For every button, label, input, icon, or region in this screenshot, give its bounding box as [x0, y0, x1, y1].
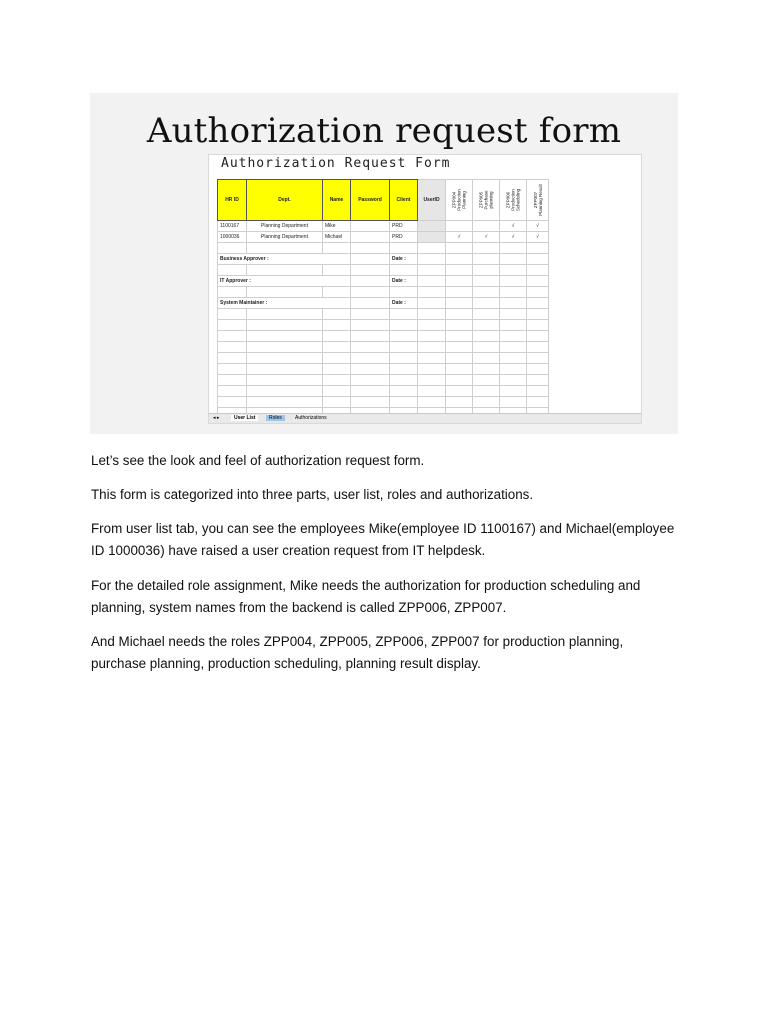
col-userid: UserID: [418, 180, 446, 221]
cell-password: [351, 232, 390, 243]
body-paragraph: For the detailed role assignment, Mike needs the authorization for production scheduling and planning, system names from the backend is called ZPP006, ZPP007.: [91, 578, 641, 615]
it-approver-date: Date :: [390, 276, 418, 287]
tab-user-list[interactable]: User List: [231, 415, 258, 421]
col-dept: Dept.: [247, 180, 323, 221]
col-zpp006: ZPP006 Production Scheduling: [500, 180, 527, 221]
business-approver-label: Business Approver :: [218, 254, 351, 265]
col-hr-id: HR ID: [218, 180, 247, 221]
cell-password: [351, 221, 390, 232]
cell-client: PRD: [390, 232, 418, 243]
sheet-nav-arrows-icon[interactable]: ◂ ▸: [213, 415, 220, 421]
cell-zpp007: √: [527, 221, 549, 232]
user-list-table: [217, 179, 549, 424]
col-zpp004: ZPP004 Production Planning: [446, 180, 473, 221]
cell-hr-id: 1000036: [218, 232, 247, 243]
cell-zpp005: √: [473, 232, 500, 243]
figure-title: Authorization request form: [146, 111, 622, 151]
col-zpp007: ZPP007 Planning Result: [527, 180, 549, 221]
tab-authorizations[interactable]: Authorizations: [295, 415, 327, 421]
body-paragraph: Let’s see the look and feel of authorization request form.: [91, 453, 425, 468]
cell-hr-id: 1100167: [218, 221, 247, 232]
system-maintainer-date: Date :: [390, 298, 418, 309]
cell-zpp004: [446, 221, 473, 232]
cell-dept: Planning Department: [247, 221, 323, 232]
approval-row: [218, 298, 549, 309]
cell-userid: [418, 221, 446, 232]
body-paragraph: This form is categorized into three parts, user list, roles and authorizations.: [91, 487, 534, 502]
cell-zpp006: √: [500, 221, 527, 232]
col-password: Password: [351, 180, 390, 221]
cell-userid: [418, 232, 446, 243]
cell-zpp005: [473, 221, 500, 232]
sheet-tab-bar: [209, 413, 641, 423]
col-name: Name: [323, 180, 351, 221]
cell-zpp004: √: [446, 232, 473, 243]
body-paragraph: And Michael needs the roles ZPP004, ZPP005, ZPP006, ZPP007 for production planning, purchase planning, production scheduling, planning result display.: [91, 634, 624, 671]
table-row: [218, 232, 549, 243]
col-client: Client: [390, 180, 418, 221]
cell-name: Mike: [323, 221, 351, 232]
sheet-title: Authorization Request Form: [221, 156, 451, 171]
col-zpp005: ZPP005 Purchase planning: [473, 180, 500, 221]
approval-row: [218, 254, 549, 265]
business-approver-date: Date :: [390, 254, 418, 265]
header-row: [218, 180, 549, 221]
cell-client: PRD: [390, 221, 418, 232]
approval-row: [218, 276, 549, 287]
tab-roles[interactable]: Roles: [266, 415, 285, 421]
system-maintainer-label: System Maintainer :: [218, 298, 351, 309]
body-paragraph: From user list tab, you can see the employees Mike(employee ID 1100167) and Michael(employee ID 1000036) have raised a user creation request from IT helpdesk.: [91, 521, 675, 558]
cell-zpp007: √: [527, 232, 549, 243]
it-approver-label: IT Approver :: [218, 276, 351, 287]
cell-name: Michael: [323, 232, 351, 243]
cell-dept: Planning Department: [247, 232, 323, 243]
form-screenshot: [90, 93, 678, 434]
table-row: [218, 221, 549, 232]
spreadsheet: [208, 154, 642, 424]
cell-zpp006: √: [500, 232, 527, 243]
